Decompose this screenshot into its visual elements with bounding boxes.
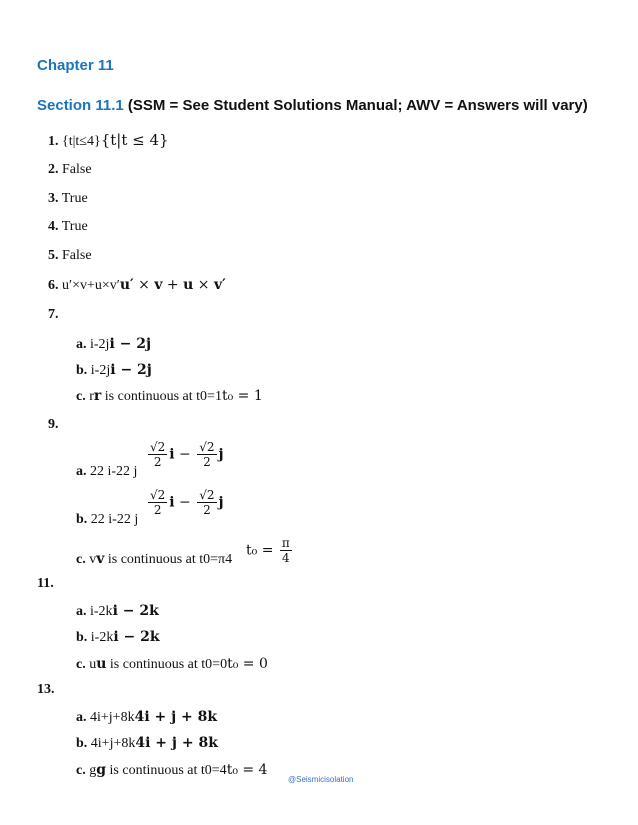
- answer-text: 4i+j+8k: [90, 736, 136, 751]
- part-label: b.: [76, 512, 88, 527]
- fraction: $\frac{√2}{2}$: [150, 440, 166, 469]
- answer-text: is continuous at t0=0: [106, 657, 228, 672]
- answer-5: [48, 247, 92, 265]
- answer-text: {t|t≤4}: [62, 134, 101, 149]
- answer-text: False: [62, 162, 92, 177]
- answer-math: u: [96, 656, 107, 672]
- answer-13: [37, 681, 55, 699]
- answer-math: i − 2j: [109, 336, 152, 352]
- answer-number: 1.: [48, 134, 59, 149]
- answer-2: [48, 161, 92, 179]
- answer-math: g: [96, 762, 107, 778]
- answer-number: 9.: [48, 417, 59, 432]
- answer-9c-math: t₀ = $\frac{\pi}{4}$: [246, 536, 290, 565]
- answer-text: v: [89, 552, 97, 567]
- answer-4: [48, 218, 88, 236]
- fraction: $\frac{\pi}{4}$: [281, 536, 290, 565]
- answer-text: i-2k: [90, 630, 114, 645]
- answer-number: 11.: [37, 576, 54, 591]
- part-label: c.: [76, 763, 86, 778]
- answer-3: [48, 190, 88, 208]
- answer-text: is continuous at t0=1: [101, 389, 222, 404]
- answer-9: [48, 416, 59, 434]
- part-label: b.: [76, 363, 88, 378]
- answer-text: 22 i-22 j: [90, 512, 139, 527]
- answer-9b-math: $\frac{√2}{2}$ i − $\frac{√2}{2}$ j: [150, 488, 224, 517]
- answer-number: 4.: [48, 219, 59, 234]
- answer-text: u: [89, 657, 97, 672]
- answer-9c: [76, 550, 232, 569]
- answer-number: 7.: [48, 307, 59, 322]
- answer-13b: [76, 734, 218, 753]
- part-label: c.: [76, 552, 86, 567]
- watermark: @Seismicisolation: [288, 775, 354, 784]
- answer-math: {t|t ≤ 4}: [100, 131, 169, 149]
- fraction: $\frac{√2}{2}$: [199, 488, 215, 517]
- answer-number: 13.: [37, 682, 55, 697]
- answer-9a-math: $\frac{√2}{2}$ i − $\frac{√2}{2}$ j: [150, 440, 224, 469]
- answer-9a: [76, 463, 137, 481]
- answer-text: i-2j: [90, 363, 111, 378]
- chapter-title: Chapter 11: [37, 57, 114, 74]
- answer-text: u′×v+u×v′: [62, 278, 120, 293]
- part-label: a.: [76, 337, 87, 352]
- part-label: b.: [76, 630, 88, 645]
- section-number: Section 11.1: [37, 97, 124, 114]
- answer-math: t₀ = 1: [221, 388, 263, 404]
- answer-number: 3.: [48, 191, 59, 206]
- answer-1: [48, 131, 169, 151]
- answer-text: is continuous at t0=4: [106, 763, 227, 778]
- answer-math: 4i + j + 8k: [135, 735, 218, 751]
- answer-text: is continuous at t0=π4: [104, 552, 233, 567]
- answer-text: False: [62, 248, 92, 263]
- fraction: $\frac{√2}{2}$: [150, 488, 166, 517]
- fraction: $\frac{√2}{2}$: [199, 440, 215, 469]
- answer-math: u′ × v + u × v′: [119, 277, 226, 293]
- answer-math: i − 2k: [113, 629, 160, 645]
- answer-7b: [76, 361, 152, 380]
- answer-13c: [76, 761, 267, 780]
- answer-11c: [76, 655, 268, 674]
- answer-text: i-2k: [90, 604, 113, 619]
- answer-math: t₀ = 0: [227, 656, 268, 672]
- answer-7a: [76, 335, 151, 354]
- answer-math: 4i + j + 8k: [134, 709, 218, 725]
- answer-math: i − 2j: [110, 362, 152, 378]
- answer-number: 6.: [48, 278, 59, 293]
- answer-text: 22 i-22 j: [90, 464, 138, 479]
- part-label: c.: [76, 657, 86, 672]
- answer-text: r: [89, 389, 94, 404]
- part-label: c.: [76, 389, 86, 404]
- answer-7: [48, 306, 59, 324]
- answer-number: 2.: [48, 162, 59, 177]
- answer-number: 5.: [48, 248, 59, 263]
- part-label: b.: [76, 736, 88, 751]
- section-note: (SSM = See Student Solutions Manual; AWV = Answers will vary): [127, 97, 588, 114]
- part-label: a.: [76, 710, 87, 725]
- answer-7c: [76, 387, 263, 406]
- answer-math: i − 2k: [112, 603, 159, 619]
- answer-text: True: [61, 191, 88, 206]
- answer-math: r: [93, 388, 102, 404]
- answer-11: [37, 575, 54, 593]
- part-label: a.: [76, 464, 87, 479]
- answer-text: g: [89, 763, 97, 778]
- answer-text: True: [61, 219, 88, 234]
- answer-6: [48, 276, 226, 295]
- answer-9b: [76, 511, 138, 529]
- part-label: a.: [76, 604, 87, 619]
- section-heading: [37, 97, 588, 114]
- answer-text: i-2j: [90, 337, 110, 352]
- answer-math: t₀ = 4: [226, 762, 268, 778]
- answer-13a: [76, 708, 217, 727]
- answer-11b: [76, 628, 160, 647]
- answer-11a: [76, 602, 159, 621]
- answer-text: 4i+j+8k: [90, 710, 135, 725]
- answer-math: v: [96, 551, 105, 567]
